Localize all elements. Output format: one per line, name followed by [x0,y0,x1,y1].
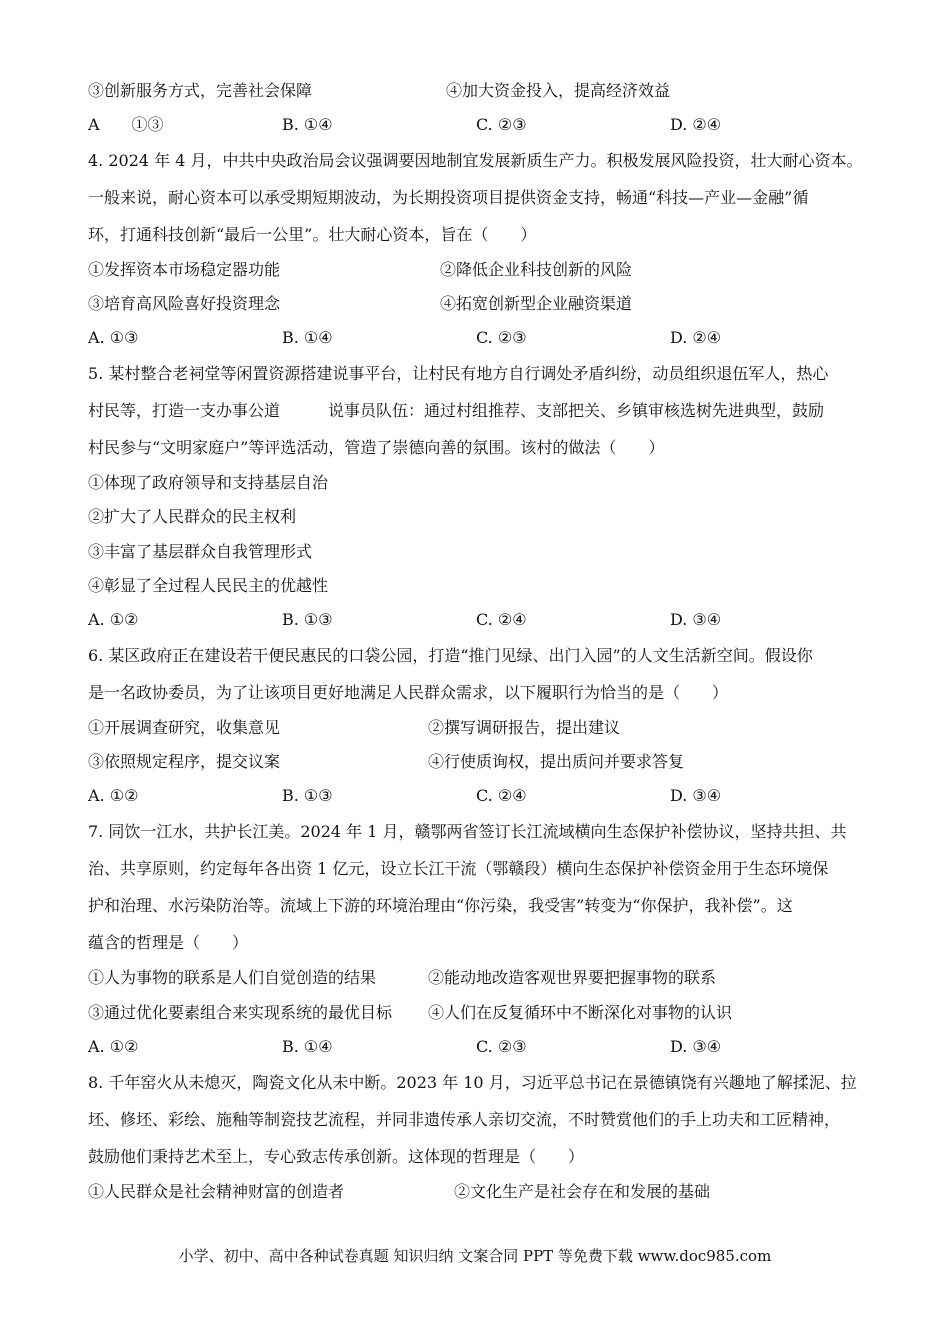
page-footer: 小学、初中、高中各种试卷真题 知识归纳 文案合同 PPT 等免费下载 www.doc985.com [178,1247,772,1265]
q7-stem-line: 蕴含的哲理是（ ） [88,933,249,952]
q7-option-4: ④人们在反复循环中不断深化对事物的认识 [428,1003,733,1022]
q6-choice-b: B. ①③ [282,786,333,805]
q5-choice-b: B. ①③ [282,610,333,629]
q6-option-1: ①开展调查研究，收集意见 [88,718,281,737]
q3-choice-b: B. ①④ [282,115,333,134]
q5-option-4: ④彰显了全过程人民民主的优越性 [88,576,329,595]
q7-option-2: ②能动地改造客观世界要把握事物的联系 [428,968,717,987]
q6-option-4: ④行使质询权，提出质问并要求答复 [428,752,685,771]
q7-stem-line: 护和治理、水污染防治等。流域上下游的环境治理由“你污染，我受害”转变为“你保护，我补偿”。这 [88,896,793,915]
q8-stem-line: 坯、修坯、彩绘、施釉等制瓷技艺流程，并同非遗传承人亲切交流，不时赞赏他们的手上功夫和工匠精神， [88,1110,841,1129]
q5-choice-a: A. ①② [88,610,139,629]
q4-choice-a: A. ①③ [88,328,139,347]
q7-option-1: ①人为事物的联系是人们自觉创造的结果 [88,968,377,987]
q5-stem-line: 村民等，打造一支办事公道 说事员队伍：通过村组推荐、支部把关、乡镇审核选树先进典型，鼓励 [88,401,825,420]
q3-choice-a: A ①③ [88,115,164,134]
q4-option-2: ②降低企业科技创新的风险 [440,260,633,279]
q5-choice-d: D. ③④ [670,610,722,629]
q8-option-1: ①人民群众是社会精神财富的创造者 [88,1182,345,1201]
q7-stem-line: 治、共享原则，约定每年各出资 1 亿元，设立长江干流（鄂赣段）横向生态保护补偿资金用于生态环境保 [88,859,829,878]
q6-stem-line: 6. 某区政府正在建设若干便民惠民的口袋公园，打造“推门见绿、出门入园”的人文生活新空间。假设你 [88,646,813,665]
q5-choice-c: C. ②④ [476,610,527,629]
q4-stem-line: 4. 2024 年 4 月，中共中央政治局会议强调要因地制宜发展新质生产力。积极发展风险投资，壮大耐心资本。 [88,151,863,170]
q3-choice-d: D. ②④ [670,115,722,134]
q7-option-3: ③通过优化要素组合来实现系统的最优目标 [88,1003,393,1022]
q5-stem-line: 村民参与“文明家庭户”等评选活动，管造了崇德向善的氛围。该村的做法（ ） [88,438,665,457]
q7-stem-line: 7. 同饮一江水，共护长江美。2024 年 1 月，赣鄂两省签订长江流域横向生态保护补偿协议，坚持共担、共 [88,822,847,841]
q4-stem-line: 环，打通科技创新“最后一公里”。壮大耐心资本，旨在（ ） [88,225,537,244]
q8-option-2: ②文化生产是社会存在和发展的基础 [454,1182,711,1201]
q7-choice-b: B. ①④ [282,1037,333,1056]
q4-option-3: ③培育高风险喜好投资理念 [88,294,281,313]
q4-choice-d: D. ②④ [670,328,722,347]
q7-choice-a: A. ①② [88,1037,139,1056]
q4-choice-c: C. ②③ [476,328,527,347]
q3-option-4: ④加大资金投入，提高经济效益 [446,81,671,100]
q6-choice-a: A. ①② [88,786,139,805]
q8-stem-line: 8. 千年窑火从未熄灭，陶瓷文化从未中断。2023 年 10 月，习近平总书记在景德镇饶有兴趣地了解揉泥、拉 [88,1073,857,1092]
q4-option-1: ①发挥资本市场稳定器功能 [88,260,281,279]
q3-choice-c: C. ②③ [476,115,527,134]
q5-stem-line: 5. 某村整合老祠堂等闲置资源搭建说事平台，让村民有地方自行调处矛盾纠纷，动员组织退伍军人，热心 [88,364,829,383]
q7-choice-d: D. ③④ [670,1037,722,1056]
q4-stem-line: 一般来说，耐心资本可以承受期短期波动，为长期投资项目提供资金支持，畅通“科技—产业—金融”循 [88,188,809,207]
q8-stem-line: 鼓励他们秉持艺术至上，专心致志传承创新。这体现的哲理是（ ） [88,1147,585,1166]
q5-option-1: ①体现了政府领导和支持基层自治 [88,473,329,492]
q6-choice-c: C. ②④ [476,786,527,805]
q3-option-3: ③创新服务方式，完善社会保障 [88,81,313,100]
q4-choice-b: B. ①④ [282,328,333,347]
q4-option-4: ④拓宽创新型企业融资渠道 [440,294,633,313]
q6-stem-line: 是一名政协委员，为了让该项目更好地满足人民群众需求，以下履职行为恰当的是（ ） [88,683,729,702]
q6-choice-d: D. ③④ [670,786,722,805]
q6-option-3: ③依照规定程序，提交议案 [88,752,281,771]
q5-option-2: ②扩大了人民群众的民主权利 [88,507,297,526]
q5-option-3: ③丰富了基层群众自我管理形式 [88,542,313,561]
q6-option-2: ②撰写调研报告，提出建议 [428,718,621,737]
q7-choice-c: C. ②③ [476,1037,527,1056]
